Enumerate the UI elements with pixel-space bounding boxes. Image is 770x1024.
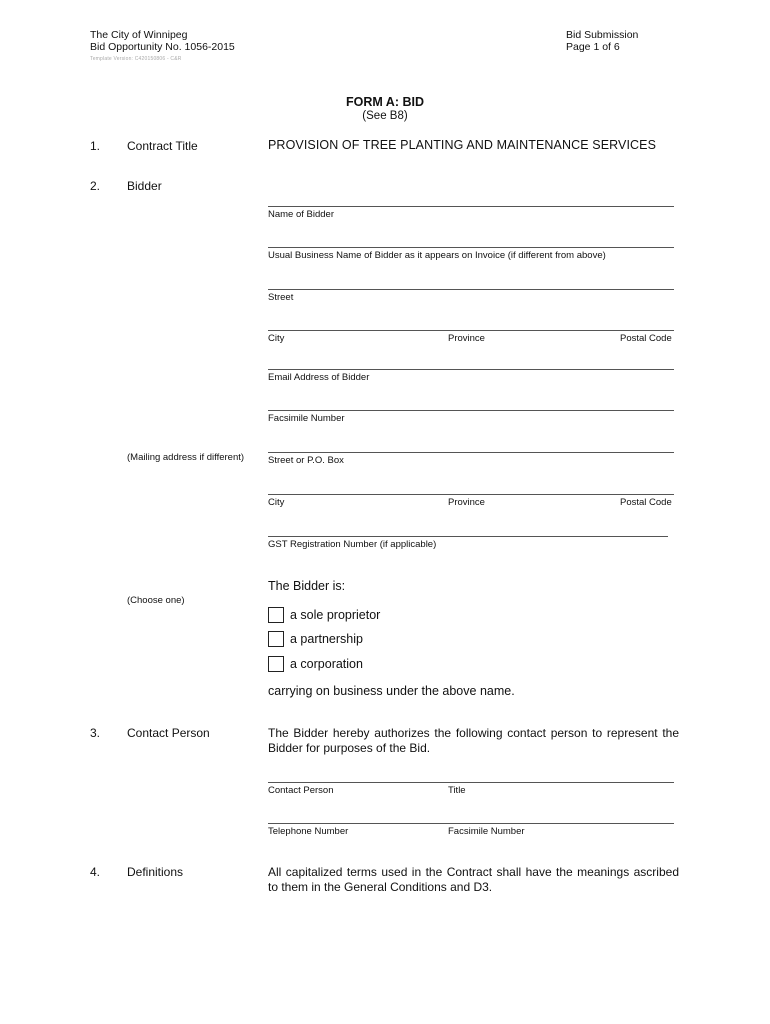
mailing-city-province-postal-line[interactable] — [268, 494, 674, 495]
section-3-label: Contact Person — [127, 726, 210, 740]
title-caption: Title — [448, 785, 466, 796]
section-2-number: 2. — [90, 179, 101, 193]
mailing-city-caption: City — [268, 497, 285, 508]
postal-code-caption: Postal Code — [620, 333, 672, 344]
name-of-bidder-line[interactable] — [268, 206, 674, 207]
business-name-caption: Usual Business Name of Bidder as it appears on Invoice (if different from above) — [268, 250, 606, 261]
header-page-number: Page 1 of 6 — [566, 41, 620, 53]
gst-line[interactable] — [268, 536, 668, 537]
city-caption: City — [268, 333, 285, 344]
section-4-label: Definitions — [127, 865, 184, 879]
contact-fax-caption: Facsimile Number — [448, 826, 525, 837]
contact-person-authorization-text: The Bidder hereby authorizes the following contact person to represent the Bidder for purposes of the Bid. — [268, 726, 679, 755]
partnership-label: a partnership — [290, 632, 363, 646]
province-caption: Province — [448, 333, 485, 344]
mailing-postal-code-caption: Postal Code — [620, 497, 672, 508]
mailing-province-caption: Province — [448, 497, 485, 508]
street-line[interactable] — [268, 289, 674, 290]
sole-proprietor-checkbox[interactable] — [268, 607, 284, 623]
contract-title-value: PROVISION OF TREE PLANTING AND MAINTENANCE SERVICES — [268, 138, 657, 152]
gst-caption: GST Registration Number (if applicable) — [268, 539, 437, 550]
street-po-caption: Street or P.O. Box — [268, 455, 344, 466]
form-title: FORM A: BID — [346, 95, 424, 109]
section-4-number: 4. — [90, 865, 101, 879]
choose-one-note: (Choose one) — [127, 595, 185, 606]
header-template-version: Template Version: C420150806 - C&R — [90, 56, 182, 62]
form-subtitle: (See B8) — [362, 110, 408, 122]
corporation-label: a corporation — [290, 657, 363, 671]
email-caption: Email Address of Bidder — [268, 372, 370, 383]
street-caption: Street — [268, 292, 294, 303]
section-1-label: Contract Title — [127, 139, 198, 153]
street-po-line[interactable] — [268, 452, 674, 453]
corporation-checkbox[interactable] — [268, 656, 284, 672]
contact-person-title-line[interactable] — [268, 782, 674, 783]
name-of-bidder-caption: Name of Bidder — [268, 209, 335, 220]
header-submission: Bid Submission — [566, 29, 639, 41]
header-org: The City of Winnipeg — [90, 29, 188, 41]
carrying-on-business-text: carrying on business under the above name. — [268, 684, 515, 698]
sole-proprietor-label: a sole proprietor — [290, 608, 381, 622]
header-bid-number: Bid Opportunity No. 1056-2015 — [90, 41, 235, 53]
telephone-fax-line[interactable] — [268, 823, 674, 824]
definitions-text: All capitalized terms used in the Contract shall have the meanings ascribed to them in the General Conditions and D3. — [268, 865, 679, 894]
bidder-is-heading: The Bidder is: — [268, 579, 346, 593]
fax-line[interactable] — [268, 410, 674, 411]
section-1-number: 1. — [90, 139, 101, 153]
partnership-checkbox[interactable] — [268, 631, 284, 647]
fax-caption: Facsimile Number — [268, 413, 345, 424]
contact-person-caption: Contact Person — [268, 785, 334, 796]
section-2-label: Bidder — [127, 179, 162, 193]
mailing-address-note: (Mailing address if different) — [127, 452, 245, 463]
city-province-postal-line[interactable] — [268, 330, 674, 331]
business-name-line[interactable] — [268, 247, 674, 248]
telephone-number-caption: Telephone Number — [268, 826, 349, 837]
email-line[interactable] — [268, 369, 674, 370]
section-3-number: 3. — [90, 726, 101, 740]
